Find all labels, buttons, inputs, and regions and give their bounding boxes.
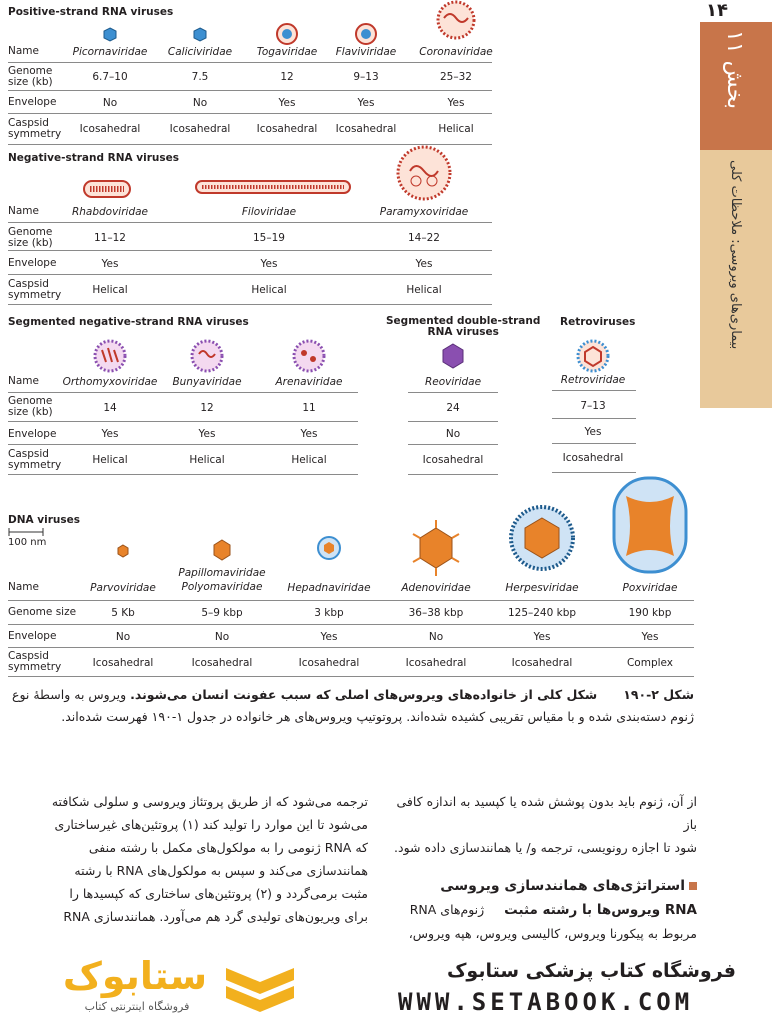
envelope-value: No — [102, 97, 118, 109]
family-name: Adenoviridae — [401, 582, 471, 594]
symmetry-value: Icosahedral — [79, 123, 141, 135]
genome-size: 11 — [302, 402, 316, 414]
filovirus-icon — [196, 181, 350, 193]
reovirus-icon — [443, 344, 463, 368]
text-line: ترجمه می‌شود که از طریق پروتئاز ویروسی و سلولی شکافته — [51, 794, 368, 809]
text-line: که RNA ژنومی را به مولکول‌های مکمل با رشته منفی — [88, 840, 368, 855]
caption-line-2: ژنوم دسته‌بندی شده و با مقیاس تقریبی کشیده شده‌اند. پروتوتیپ ویروس‌های هر خانواده در جدول ۱-۱۹۰ فهرست شده‌اند. — [61, 709, 694, 724]
store-title: فروشگاه کتاب پزشکی ستابوک — [446, 960, 736, 982]
symmetry-value: Helical — [406, 284, 442, 296]
family-name: Reoviridae — [424, 376, 482, 388]
setabook-chevron-logo-icon — [222, 962, 300, 1018]
paramyxovirus-icon — [398, 147, 450, 199]
envelope-value: Yes — [278, 97, 296, 109]
logo-wordmark: ستابوک — [62, 954, 208, 998]
symmetry-value: Icosahedral — [169, 123, 231, 135]
envelope-value: Yes — [533, 631, 551, 643]
symmetry-value: Icosahedral — [405, 657, 467, 669]
family-name: Rhabdoviridae — [71, 206, 149, 218]
section-title-dna: DNA viruses — [8, 514, 81, 526]
envelope-value: Yes — [300, 428, 318, 440]
family-name: Paramyxoviridae — [379, 206, 469, 218]
herpesvirus-icon — [511, 507, 573, 569]
genome-size: 14 — [103, 402, 117, 414]
genome-size: 25–32 — [440, 71, 472, 83]
symmetry-value: Helical — [251, 284, 287, 296]
genome-size: 24 — [446, 402, 460, 414]
symmetry-value: Helical — [189, 454, 225, 466]
section-title-retro: Retroviruses — [560, 316, 636, 328]
symmetry-value: Icosahedral — [298, 657, 360, 669]
genome-size: 11–12 — [94, 232, 126, 244]
symmetry-value: Helical — [291, 454, 327, 466]
row-label-genome: Genome size (kb) — [8, 395, 53, 418]
text-line: مثبت برمی‌گردد و (۲) پروتئین‌های ساختاری که کپسیدها را — [69, 886, 368, 901]
family-name: Coronaviridae — [419, 46, 493, 58]
genome-size: 14–22 — [408, 232, 440, 244]
calicivirus-icon — [194, 28, 206, 41]
row-label-name: Name — [8, 581, 39, 593]
genome-size: 7.5 — [191, 71, 209, 83]
family-name: Poxviridae — [622, 582, 678, 594]
parvovirus-icon — [118, 545, 128, 557]
section-heading — [392, 875, 697, 898]
arenavirus-icon — [294, 341, 324, 371]
section-title-positive: Positive-strand RNA viruses — [8, 6, 174, 18]
heading-line-2: RNA ویروس‌ها با رشته مثبت — [504, 902, 697, 918]
row-label-genome: Genome size (kb) — [8, 226, 53, 249]
row-label-genome: Genome size (kb) — [8, 65, 53, 88]
segmented-virus-illustrations — [0, 336, 640, 376]
symmetry-value: Icosahedral — [256, 123, 318, 135]
symmetry-value: Complex — [626, 657, 674, 669]
flavivirus-icon — [356, 24, 376, 44]
retrovirus-icon — [578, 341, 608, 371]
envelope-value: Yes — [357, 97, 375, 109]
envelope-value: Yes — [641, 631, 659, 643]
row-label-name: Name — [8, 45, 39, 57]
adenovirus-icon — [413, 520, 459, 576]
genome-size: 125–240 kbp — [507, 607, 577, 619]
dna-virus-illustrations — [0, 476, 700, 576]
symmetry-value: Helical — [438, 123, 474, 135]
row-label-envelope: Envelope — [8, 96, 57, 108]
chapter-subtitle: بیماری‌های ویروسی: ملاحظات کلی — [728, 160, 743, 350]
left-column — [8, 790, 368, 946]
text-line: می‌شود تا این موارد را تولید کند (۱) پروتئین‌های غیرساختاری — [54, 817, 368, 832]
part-label: بخش ۱۱ — [722, 30, 747, 110]
row-label-caspid: Caspsid symmetry — [8, 650, 62, 673]
coronavirus-icon — [438, 2, 474, 38]
section-title-negative: Negative-strand RNA viruses — [8, 152, 180, 164]
row-label-genome-size: Genome size — [8, 606, 77, 618]
envelope-value: Yes — [198, 428, 216, 440]
symmetry-value: Icosahedral — [335, 123, 397, 135]
genome-size: 36–38 kbp — [408, 607, 464, 619]
bunyavirus-icon — [192, 341, 222, 371]
logo-subtitle: فروشگاه اینترنتی کتاب — [84, 1000, 190, 1013]
papillomavirus-icon — [214, 540, 230, 560]
genome-size: 7–13 — [580, 400, 606, 412]
family-name: Flaviviridae — [335, 46, 397, 58]
poxvirus-icon — [614, 478, 686, 572]
family-name: Filoviridae — [241, 206, 297, 218]
genome-size: 9–13 — [353, 71, 379, 83]
genome-size: 3 kbp — [314, 607, 344, 619]
positive-virus-illustrations — [0, 0, 500, 44]
family-name: Parvoviridae — [90, 582, 156, 594]
row-label-caspid: Caspsid symmetry — [8, 448, 62, 471]
row-label-envelope: Envelope — [8, 630, 57, 642]
store-url: WWW.SETABOOK.COM — [398, 988, 694, 1016]
row-label-envelope: Envelope — [8, 428, 57, 440]
row-label-caspid: Caspsid symmetry — [8, 278, 62, 301]
envelope-value: Yes — [447, 97, 465, 109]
heading-bullet — [689, 882, 697, 890]
symmetry-value: Icosahedral — [422, 454, 484, 466]
envelope-value: No — [428, 631, 444, 643]
envelope-value: Yes — [415, 258, 433, 270]
text-line: همانندسازی می‌کند و سپس به مولکول‌های RNA با رشته — [74, 863, 368, 878]
row-label-name: Name — [8, 205, 39, 217]
envelope-value: No — [115, 631, 131, 643]
envelope-value: Yes — [101, 428, 119, 440]
symmetry-value: Icosahedral — [191, 657, 253, 669]
rhabdovirus-icon — [84, 181, 130, 197]
family-name: Arenaviridae — [275, 376, 343, 388]
orthomyxovirus-icon — [95, 341, 125, 371]
text-line: برای ویریون‌های تولیدی گرد هم می‌آورد. همانندسازی RNA — [63, 909, 368, 924]
picornavirus-icon — [104, 28, 116, 41]
hepadnavirus-icon — [318, 537, 340, 559]
right-column — [392, 790, 697, 941]
figure-caption — [8, 684, 694, 728]
symmetry-value: Icosahedral — [511, 657, 573, 669]
section-title-dsrna: Segmented double-strand RNA viruses — [386, 315, 541, 338]
row-label-name: Name — [8, 375, 39, 387]
genome-size: 12 — [200, 402, 214, 414]
family-name: Bunyaviridae — [172, 376, 242, 388]
scale-label: 100 nm — [8, 537, 47, 548]
symmetry-value: Icosahedral — [92, 657, 154, 669]
caption-line-1 — [8, 684, 694, 706]
text-line: از آن، ژنوم باید بدون پوشش شده یا کپسید به اندازه کافی باز — [396, 794, 697, 832]
section-title-segmented: Segmented negative-strand RNA viruses — [8, 316, 249, 328]
symmetry-value: Helical — [92, 454, 128, 466]
genome-size: 12 — [280, 71, 294, 83]
text-line: شود تا اجازه رونویسی، ترجمه و/ یا همانندسازی داده شود. — [394, 840, 697, 855]
row-label-caspid: Caspsid symmetry — [8, 117, 62, 140]
genome-size: 5 Kb — [111, 607, 135, 619]
negative-virus-illustrations — [0, 145, 500, 205]
subheading — [392, 898, 697, 922]
family-name: Hepadnaviridae — [287, 582, 371, 594]
envelope-value: No — [192, 97, 208, 109]
figure-label: شکل ۲-۱۹۰ — [623, 687, 694, 702]
envelope-value: Yes — [260, 258, 278, 270]
envelope-value: Yes — [584, 426, 602, 438]
symmetry-value: Icosahedral — [562, 452, 624, 464]
text-line: مربوط به پیکورنا ویروس، کالیسی ویروس، هپه ویروس، — [408, 926, 697, 941]
togavirus-icon — [277, 24, 297, 44]
genome-size: 190 kbp — [628, 607, 672, 619]
envelope-value: No — [445, 428, 461, 440]
family-name: Papillomaviridae Polyomaviridae — [178, 567, 266, 593]
family-name: Togaviridae — [256, 46, 318, 58]
envelope-value: Yes — [101, 258, 119, 270]
envelope-value: Yes — [320, 631, 338, 643]
family-name: Herpesviridae — [505, 582, 579, 594]
caption-bold: شکل کلی از خانواده‌های ویروس‌های اصلی که سبب عفونت انسان می‌شوند. — [130, 687, 598, 702]
genome-size: 15–19 — [253, 232, 285, 244]
heading-line-1: استراتژی‌های همانندسازی ویروسی — [440, 878, 685, 894]
genome-size: 6.7–10 — [92, 71, 128, 83]
symmetry-value: Helical — [92, 284, 128, 296]
caption-rest: ویروس به واسطهٔ نوع — [11, 687, 127, 702]
heading-tail: ژنوم‌های RNA — [409, 902, 485, 917]
row-label-envelope: Envelope — [8, 257, 57, 269]
family-name: Orthomyxoviridae — [62, 376, 158, 388]
genome-size: 5–9 kbp — [201, 607, 243, 619]
family-name: Picornaviridae — [72, 46, 148, 58]
envelope-value: No — [214, 631, 230, 643]
family-name: Caliciviridae — [167, 46, 233, 58]
page-number: ۱۴ — [706, 0, 728, 21]
family-name: Retroviridae — [560, 374, 626, 386]
